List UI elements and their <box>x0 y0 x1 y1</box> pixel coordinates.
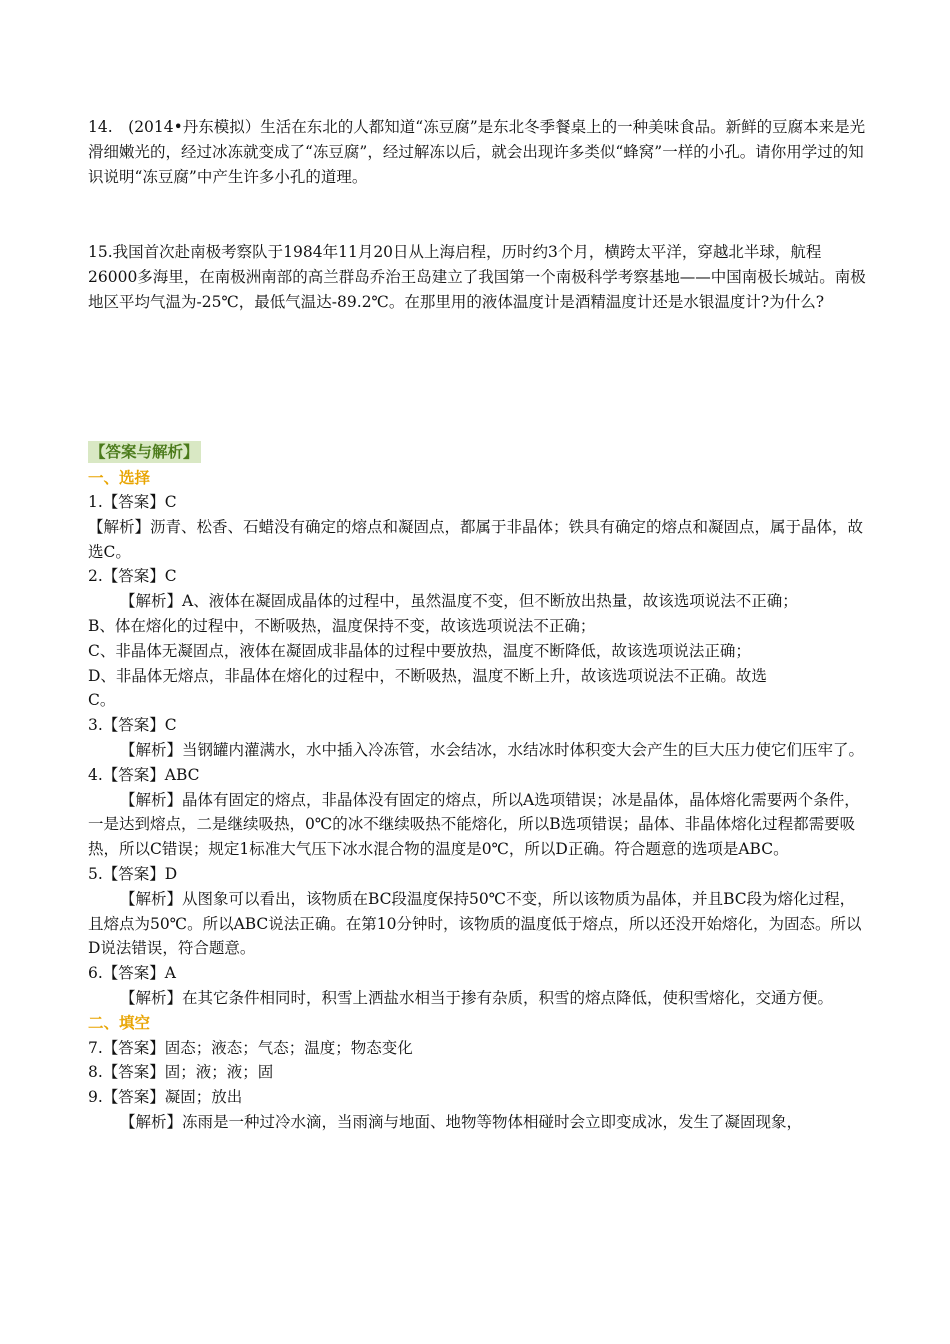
explanation-1: 【解析】沥青、松香、石蜡没有确定的熔点和凝固点，都属于非晶体；铁具有确定的熔点和凝固点，属于晶体，故选C。 <box>88 517 864 561</box>
explanation-5: 【解析】从图象可以看出，该物质在BC段温度保持50℃不变，所以该物质为晶体，并且BC段为熔化过程，且熔点为50℃。所以ABC说法正确。在第10分钟时，该物质的温度低于熔点，所以还没开始熔化，为固态。所以D说法错误，符合题意。 <box>88 889 862 958</box>
explanation-2e: C。 <box>88 691 116 710</box>
answer-section-title: 【答案与解析】 <box>90 442 199 461</box>
explanation-2c: C、非晶体无凝固点，液体在凝固成非晶体的过程中要放热，温度不断降低，故该选项说法正确； <box>88 641 751 660</box>
answer-9: 9.【答案】凝固；放出 <box>88 1088 243 1107</box>
explanation-2a: 【解析】A、液体在凝固成晶体的过程中，虽然温度不变，但不断放出热量，故该选项说法不正确； <box>120 592 798 611</box>
question-15: 15.我国首次赴南极考察队于1984年11月20日从上海启程，历时约3个月，横跨太平洋，穿越北半球，航程26000多海里，在南极洲南部的高兰群岛乔治王岛建立了我国第一个南极科学考察基地——中国南极长城站。南极地区平均气温为-25℃，最低气温达-89.2℃。在那里用的液体温度计是酒精温度计还是水银温度计?为什么? <box>88 243 866 311</box>
answers-list <box>88 490 868 1135</box>
explanation-6: 【解析】在其它条件相同时，积雪上洒盐水相当于掺有杂质，积雪的熔点降低，使积雪熔化，交通方便。 <box>120 988 834 1007</box>
explanation-9: 【解析】冻雨是一种过冷水滴，当雨滴与地面、地物等物体相碰时会立即变成冰，发生了凝固现象， <box>120 1112 803 1131</box>
answer-1: 1.【答案】C <box>88 493 177 511</box>
answer-2: 2.【答案】C <box>88 567 177 586</box>
answer-3: 3.【答案】C <box>88 716 177 735</box>
explanation-2b: B、体在熔化的过程中，不断吸热，温度保持不变，故该选项说法不正确； <box>88 616 596 635</box>
answer-8: 8.【答案】固；液；液；固 <box>88 1063 274 1082</box>
section-fill-heading: 二、填空 <box>88 1012 151 1032</box>
explanation-2d: D、非晶体无熔点，非晶体在熔化的过程中，不断吸热，温度不断上升，故该选项说法不正确。故选 <box>88 666 767 685</box>
answer-6: 6.【答案】A <box>88 964 176 983</box>
answer-5: 5.【答案】D <box>88 864 178 883</box>
answer-4: 4.【答案】ABC <box>88 765 200 784</box>
explanation-3: 【解析】当钢罐内灌满水，水中插入冷冻管，水会结冰，水结冰时体积变大会产生的巨大压力使它们压牢了。 <box>120 740 865 759</box>
section-choice-heading: 一、选择 <box>88 468 151 487</box>
question-14: 14. (2014•丹东模拟）生活在东北的人都知道“冻豆腐”是东北冬季餐桌上的一种美味食品。新鲜的豆腐本来是光滑细嫩光的，经过冰冻就变成了“冻豆腐”，经过解冻以后，就会出现许多类似“蜂窝”一样的小孔。请你用学过的知识说明“冻豆腐”中产生许多小孔的道理。 <box>88 118 866 186</box>
explanation-4: 【解析】晶体有固定的熔点，非晶体没有固定的熔点，所以A选项错误；冰是晶体，晶体熔化需要两个条件，一是达到熔点，二是继续吸热，0℃的冰不继续吸热不能熔化，所以B选项错误；晶体、非晶体熔化过程都需要吸热，所以C错误；规定1标准大气压下冰水混合物的温度是0℃，所以D正确。符合题意的选项是ABC。 <box>88 790 860 859</box>
answer-7: 7.【答案】固态；液态；气态；温度；物态变化 <box>88 1038 413 1057</box>
